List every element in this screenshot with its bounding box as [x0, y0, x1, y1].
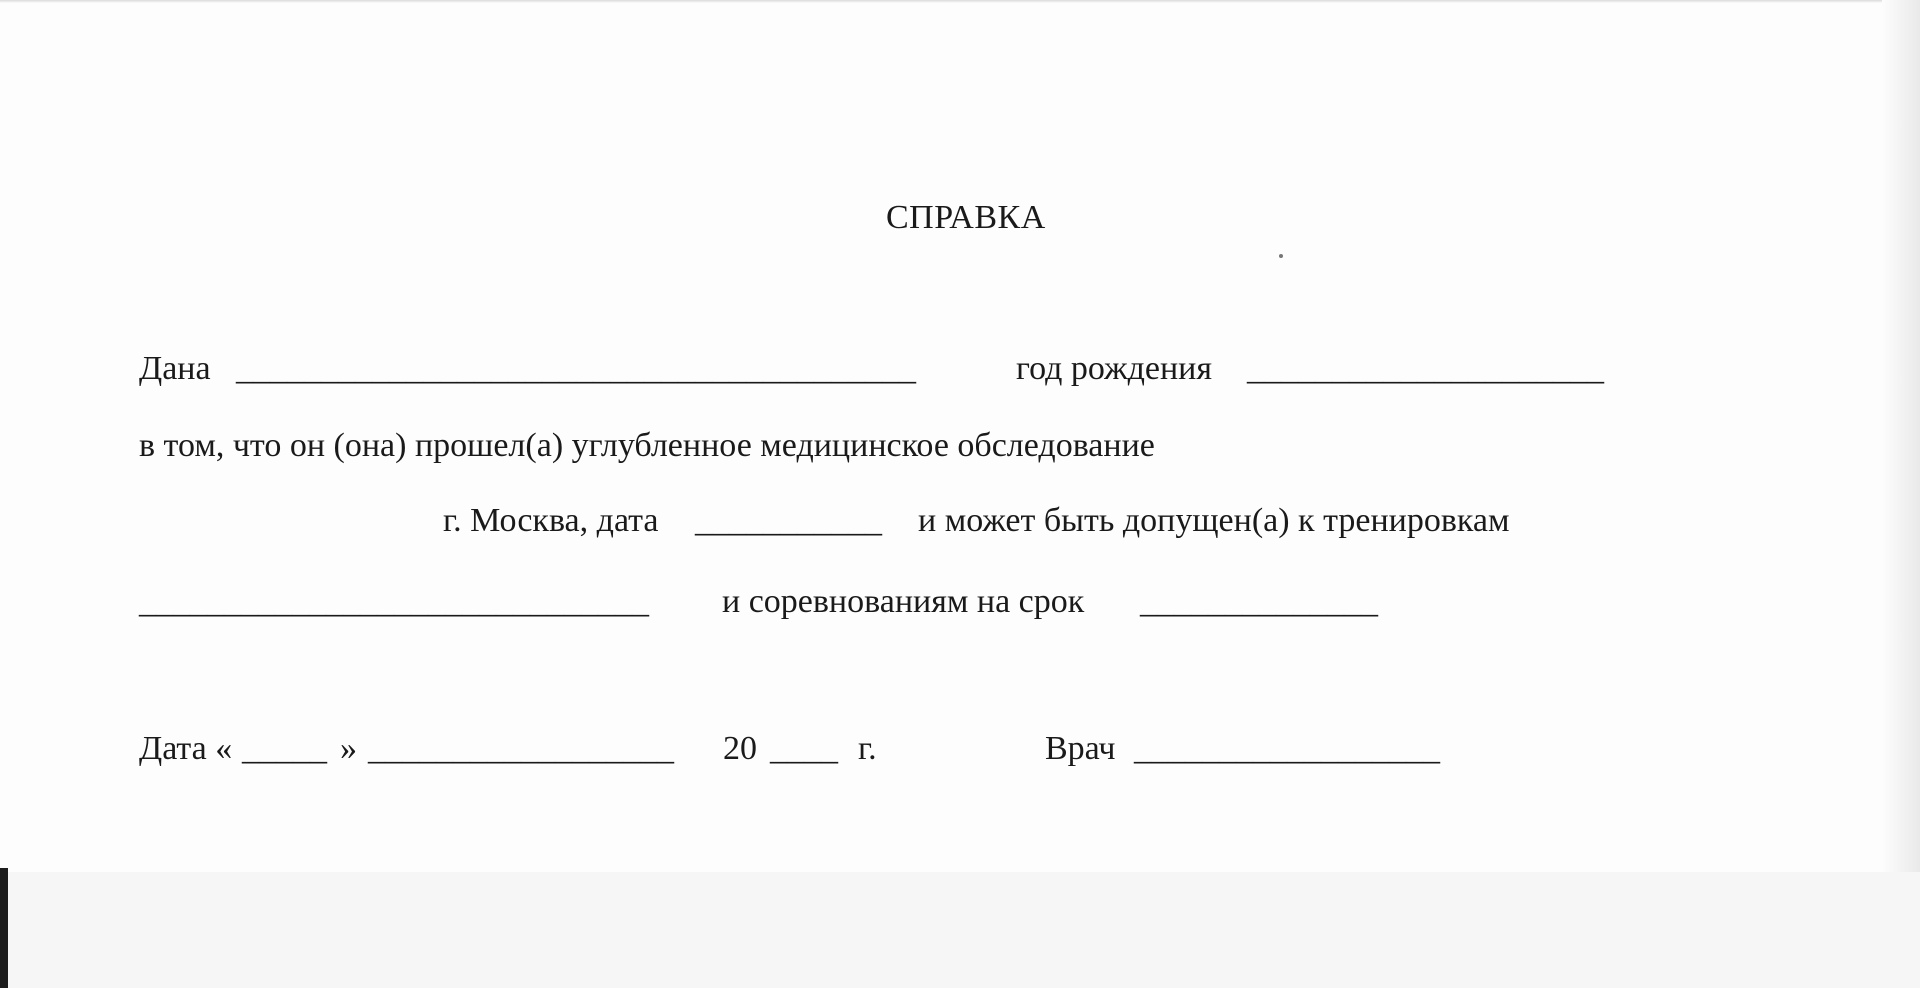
birth-year-label: год рождения	[1016, 350, 1212, 387]
day-field[interactable]: _____	[242, 730, 327, 767]
date-close-quote: »	[340, 730, 357, 767]
year-field[interactable]: ____	[770, 730, 838, 767]
scan-top-edge	[0, 0, 1920, 3]
date-label: Дата «	[139, 730, 233, 767]
city-date-label: г. Москва, дата	[443, 502, 659, 539]
given-to-field[interactable]: ________________________________________	[236, 350, 916, 387]
period-label: и соревнованиям на срок	[722, 583, 1085, 620]
scan-left-bar	[0, 868, 8, 988]
document-title: СПРАВКА	[886, 199, 1046, 236]
sport-field[interactable]: ______________________________	[139, 583, 649, 620]
month-field[interactable]: __________________	[368, 730, 674, 767]
doctor-label: Врач	[1045, 730, 1116, 767]
period-field[interactable]: ______________	[1140, 583, 1378, 620]
year-suffix: г.	[858, 730, 877, 767]
scan-bottom-band	[0, 872, 1920, 988]
exam-date-field[interactable]: ___________	[695, 502, 882, 539]
doctor-signature-field[interactable]: __________________	[1134, 730, 1440, 767]
birth-year-field[interactable]: _____________________	[1247, 350, 1604, 387]
year-prefix: 20	[723, 730, 757, 767]
scan-right-edge	[1882, 0, 1920, 988]
given-label: Дана	[139, 350, 211, 387]
examination-statement: в том, что он (она) прошел(а) углубленное медицинское обследование	[139, 427, 1155, 464]
scan-speck	[1279, 254, 1283, 258]
admission-text: и может быть допущен(а) к тренировкам	[918, 502, 1510, 539]
